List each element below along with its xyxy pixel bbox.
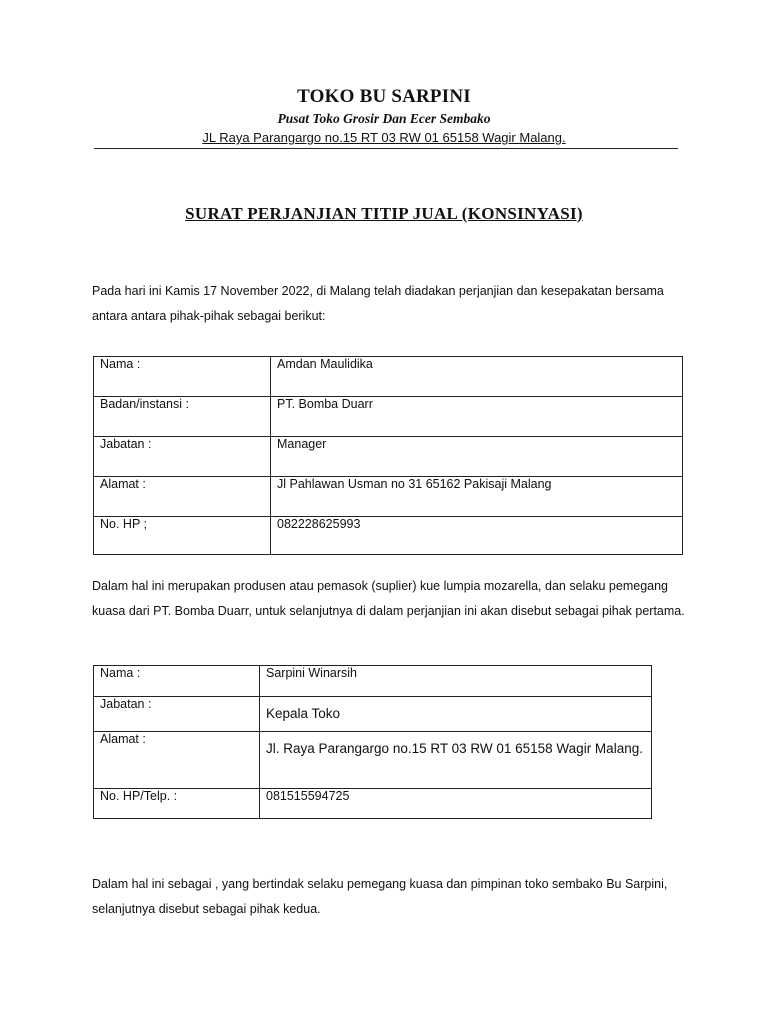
table-row: [94, 666, 652, 697]
table-row: [94, 517, 683, 555]
party-one-position-label: Jabatan :: [94, 437, 271, 477]
table-row: [94, 789, 652, 819]
party-two-position-value: Kepala Toko: [260, 697, 652, 732]
party-two-table: [93, 665, 652, 819]
party-one-description: Dalam hal ini merupakan produsen atau pemasok (suplier) kue lumpia mozarella, dan selaku pemegang kuasa dari PT. Bomba Duarr, untuk selanjutnya di dalam perjanjian ini akan disebut sebagai pihak pertama.: [92, 579, 685, 618]
table-row: [94, 357, 683, 397]
party-one-address-value: Jl Pahlawan Usman no 31 65162 Pakisaji Malang: [271, 477, 683, 517]
party-two-name-value: Sarpini Winarsih: [260, 666, 652, 697]
party-one-table: [93, 356, 683, 555]
party-two-description: Dalam hal ini sebagai , yang bertindak selaku pemegang kuasa dan pimpinan toko sembako Bu Sarpini, selanjutnya disebut sebagai pihak kedua.: [92, 877, 668, 916]
store-name: TOKO BU SARPINI: [297, 86, 471, 107]
party-two-phone-label: No. HP/Telp. :: [94, 789, 260, 819]
party-two-phone-value: 081515594725: [260, 789, 652, 819]
table-row: [94, 732, 652, 789]
party-two-address-label: Alamat :: [94, 732, 260, 789]
store-tagline: Pusat Toko Grosir Dan Ecer Sembako: [277, 111, 491, 126]
party-one-name-value: Amdan Maulidika: [271, 357, 683, 397]
table-row: [94, 397, 683, 437]
table-row: [94, 477, 683, 517]
party-one-position-value: Manager: [271, 437, 683, 477]
party-two-position-label: Jabatan :: [94, 697, 260, 732]
party-two-name-label: Nama :: [94, 666, 260, 697]
party-one-address-label: Alamat :: [94, 477, 271, 517]
party-one-name-label: Nama :: [94, 357, 271, 397]
document-title: SURAT PERJANJIAN TITIP JUAL (KONSINYASI): [185, 204, 583, 223]
table-row: [94, 697, 652, 732]
party-one-institution-value: PT. Bomba Duarr: [271, 397, 683, 437]
header-divider: [94, 148, 678, 149]
party-one-phone-label: No. HP ;: [94, 517, 271, 555]
store-address: JL Raya Parangargo no.15 RT 03 RW 01 65158 Wagir Malang.: [202, 130, 566, 145]
party-one-institution-label: Badan/instansi :: [94, 397, 271, 437]
party-two-address-value: Jl. Raya Parangargo no.15 RT 03 RW 01 65158 Wagir Malang.: [260, 732, 652, 789]
table-row: [94, 437, 683, 477]
party-one-phone-value: 082228625993: [271, 517, 683, 555]
intro-paragraph: Pada hari ini Kamis 17 November 2022, di Malang telah diadakan perjanjian dan kesepakatan bersama antara antara pihak-pihak sebagai berikut:: [92, 284, 664, 323]
